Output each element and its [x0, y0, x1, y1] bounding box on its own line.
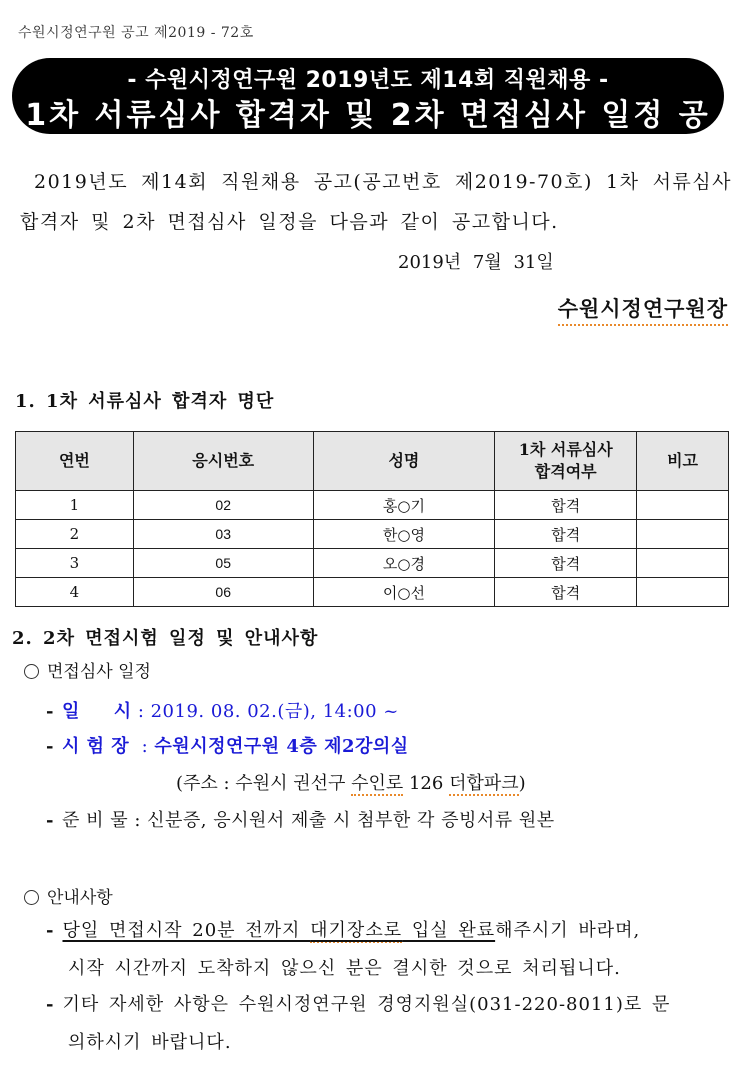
dash-bullet: -	[46, 701, 54, 722]
col-header-no: 연번	[16, 432, 134, 491]
address-prefix: (주소 : 수원시 권선구	[176, 773, 352, 794]
circle-bullet-icon	[24, 664, 39, 679]
dash-bullet: -	[46, 920, 55, 941]
guide-item1-line2: 시작 시간까지 도착하지 않으신 분은 결시한 것으로 처리됩니다.	[68, 958, 621, 979]
cell-result: 합격	[495, 520, 637, 549]
cell-note	[637, 578, 729, 607]
table-row	[16, 520, 729, 549]
guide-item1-rest: 해주시기 바라며,	[495, 920, 641, 941]
cell-applicant-no: 05	[133, 549, 313, 578]
schedule-heading	[24, 657, 151, 682]
address-number: 126	[403, 773, 450, 794]
cell-no: 3	[16, 549, 134, 578]
guide-item1-underlined-a: 당일 면접시작 20분 전까지	[62, 920, 311, 941]
schedule-datetime	[46, 697, 399, 723]
venue-address	[176, 769, 526, 795]
datetime-label: 일 시	[61, 701, 132, 722]
table-header-row	[16, 432, 729, 491]
guide-item-2	[46, 986, 730, 1062]
title-banner	[12, 58, 724, 177]
cell-result: 합격	[495, 549, 637, 578]
col-header-applicant-no: 응시번호	[133, 432, 313, 491]
address-building: 더합파크	[449, 773, 519, 794]
dash-bullet: -	[46, 736, 54, 757]
cell-name: 오○경	[313, 549, 495, 578]
cell-no: 2	[16, 520, 134, 549]
address-road: 수인로	[351, 773, 404, 794]
pass-list-table	[15, 431, 729, 607]
guide-item1-underlined-c: 입실 완료	[402, 920, 496, 941]
guide-item-1	[46, 912, 730, 988]
col-header-note: 비고	[637, 432, 729, 491]
datetime-value: 2019. 08. 02.(금), 14:00 ~	[150, 701, 399, 722]
address-suffix: )	[518, 773, 526, 794]
cell-applicant-no: 03	[133, 520, 313, 549]
circle-bullet-icon	[24, 890, 39, 905]
table-row	[16, 578, 729, 607]
cell-name: 이○선	[313, 578, 495, 607]
col-header-result-line2: 합격여부	[534, 462, 597, 481]
guide-item2-line1: 기타 자세한 사항은 수원시정연구원 경영지원실(031-220-8011)로 문	[62, 994, 671, 1015]
dash-bullet: -	[46, 994, 55, 1015]
notice-number: 수원시정연구원 공고 제2019 - 72호	[18, 25, 254, 41]
schedule-heading-text: 면접심사 일정	[47, 662, 151, 682]
guide-heading	[24, 883, 113, 908]
cell-note	[637, 520, 729, 549]
col-header-result	[495, 432, 637, 491]
venue-value: 수원시정연구원 4층 제2강의실	[154, 736, 409, 757]
intro-paragraph: 2019년도 제14회 직원채용 공고(공고번호 제2019-70호) 1차 서류심사 합격자 및 2차 면접심사 일정을 다음과 같이 공고합니다.	[20, 171, 732, 233]
section1-title: 1. 1차 서류심사 합격자 명단	[15, 391, 275, 412]
datetime-separator: :	[131, 701, 151, 722]
notice-date: 2019년 7월 31일	[398, 252, 554, 273]
cell-applicant-no: 02	[133, 491, 313, 520]
signer-name: 수원시정연구원장	[558, 293, 728, 326]
cell-no: 4	[16, 578, 134, 607]
cell-name: 한○영	[313, 520, 495, 549]
items-separator: :	[128, 810, 148, 831]
guide-heading-text: 안내사항	[47, 888, 113, 908]
cell-note	[637, 549, 729, 578]
cell-result: 합격	[495, 491, 637, 520]
table-row	[16, 491, 729, 520]
venue-separator: :	[129, 736, 155, 757]
col-header-name: 성명	[313, 432, 495, 491]
guide-item1-underlined-b: 대기장소로	[310, 920, 403, 941]
cell-no: 1	[16, 491, 134, 520]
table-row	[16, 549, 729, 578]
col-header-result-line1: 1차 서류심사	[518, 440, 613, 459]
items-label: 준 비 물	[61, 810, 129, 831]
banner-title: 1차 서류심사 합격자 및 2차 면접심사 일정 공고	[25, 98, 711, 177]
venue-label: 시 험 장	[61, 736, 130, 757]
section2-title: 2. 2차 면접시험 일정 및 안내사항	[12, 628, 319, 649]
cell-name: 홍○기	[313, 491, 495, 520]
schedule-items	[46, 806, 555, 832]
items-value: 신분증, 응시원서 제출 시 첨부한 각 증빙서류 원본	[147, 810, 555, 831]
guide-item2-line2: 의하시기 바랍니다.	[68, 1032, 232, 1053]
cell-result: 합격	[495, 578, 637, 607]
schedule-venue	[46, 732, 409, 758]
dash-bullet: -	[46, 810, 54, 831]
cell-note	[637, 491, 729, 520]
banner-subtitle: - 수원시정연구원 2019년도 제14회 직원채용 -	[127, 68, 609, 93]
cell-applicant-no: 06	[133, 578, 313, 607]
